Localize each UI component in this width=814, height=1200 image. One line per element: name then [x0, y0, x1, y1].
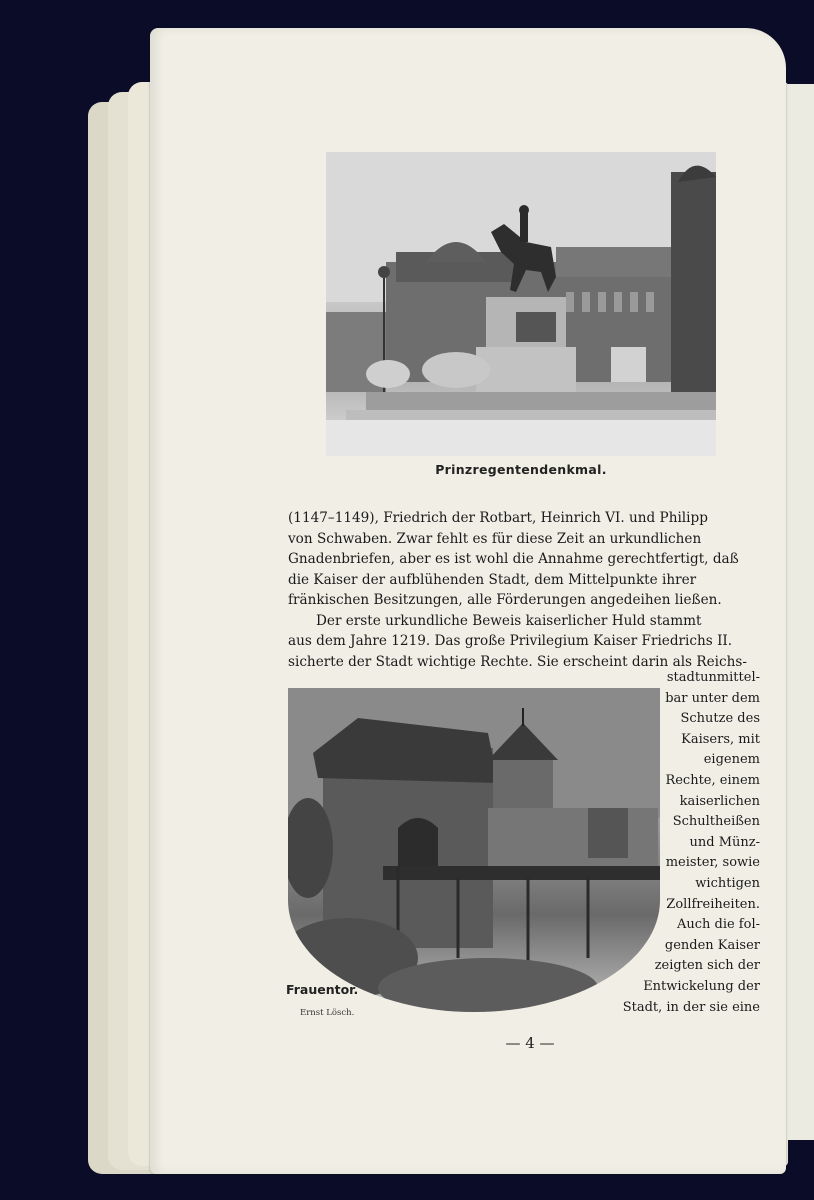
text-line: und Münz- [689, 834, 760, 850]
monument-photo [326, 152, 716, 456]
text-line: aus dem Jahre 1219. Das große Privilegium Kaiser Friedrichs II. [288, 633, 733, 649]
gate-caption: Frauentor. [286, 982, 359, 997]
text-line: Auch die fol- [676, 917, 760, 933]
text-line: bar unter dem [665, 690, 760, 706]
text-line: die Kaiser der aufblühenden Stadt, dem Mittelpunkte ihrer [288, 571, 697, 588]
page-number: — 4 — [505, 1034, 555, 1052]
text-line: Gnadenbriefen, aber es ist wohl die Annahme gerechtfertigt, daß [288, 551, 739, 567]
text-line: Zollfreiheiten. [666, 896, 760, 912]
text-line: kaiserlichen [679, 793, 760, 809]
text-line: Stadt, in der sie eine [622, 999, 760, 1015]
text-line: Der erste urkundliche Beweis kaiserlicher Huld stammt [316, 612, 702, 629]
text-line: Entwickelung der [643, 978, 760, 994]
text-line: genden Kaiser [664, 937, 760, 953]
monument-caption: Prinzregentendenkmal. [435, 462, 607, 477]
text-line: meister, sowie [665, 855, 760, 871]
text-line: von Schwaben. Zwar fehlt es für diese Zeit an urkundlichen [288, 530, 702, 547]
text-line: Schutze des [680, 711, 760, 727]
text-line: stadtunmittel- [666, 670, 760, 685]
text-line: eigenem [703, 752, 760, 768]
artist-credit: Ernst Lösch. [300, 1008, 355, 1018]
text-line: Rechte, einem [665, 772, 760, 788]
text-line: Kaisers, mit [681, 731, 760, 747]
body-text [288, 508, 750, 672]
text-line: sicherte der Stadt wichtige Rechte. Sie erscheint darin als Reichs- [288, 653, 747, 670]
text-line: Schultheißen [672, 814, 760, 830]
text-line: zeigten sich der [654, 958, 760, 974]
text-line: wichtigen [695, 875, 760, 891]
text-line: (1147–1149), Friedrich der Rotbart, Heinrich VI. und Philipp [288, 510, 708, 526]
side-column-text [600, 668, 760, 1018]
text-line: fränkischen Besitzungen, alle Förderungen angedeihen ließen. [288, 592, 722, 608]
